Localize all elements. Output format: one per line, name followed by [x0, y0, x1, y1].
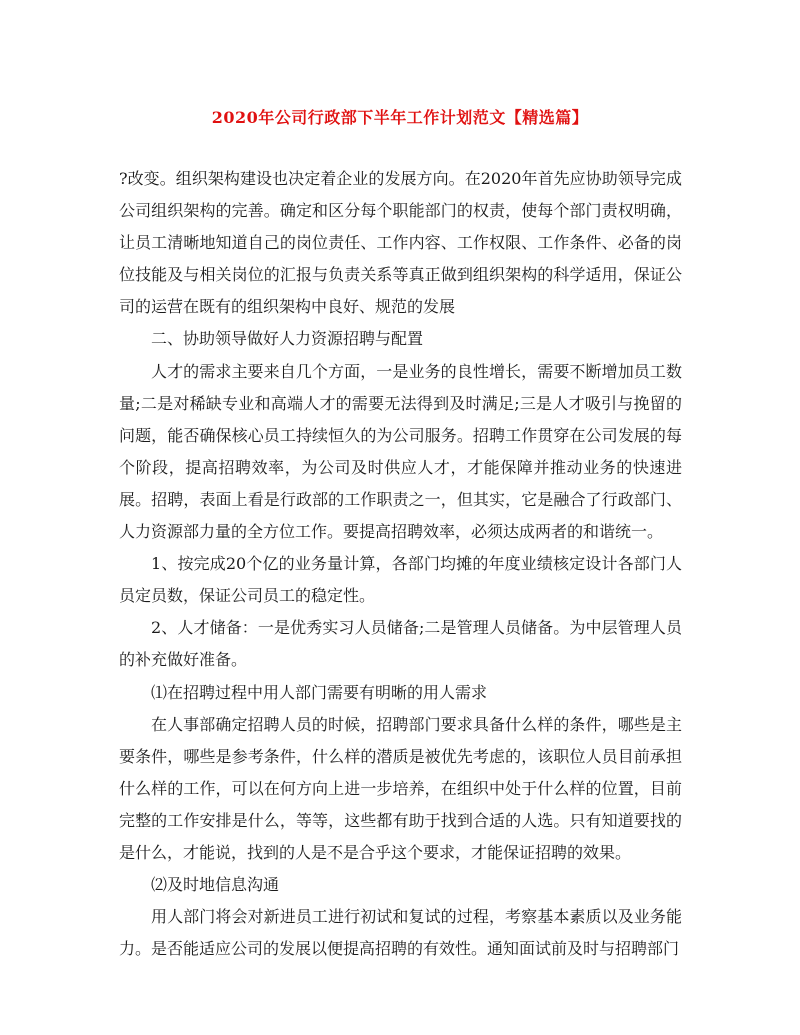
paragraph-requirements-detail: 在人事部确定招聘人员的时候，招聘部门要求具备什么样的条件，哪些是主要条件，哪些是参考条件，什么样的潜质是被优先考虑的，该职位人员目前承担什么样的工作，可以在何方向上进一步培养，在组织中处于什么样的位置，目前完整的工作安排是什么，等等，这些都有助于找到合适的人选。只有知道要找的是什么，才能说，找到的人是不是合乎这个要求，才能保证招聘的效果。 — [119, 714, 682, 862]
paragraph-org-structure: ?改变。组织架构建设也决定着企业的发展方向。在2020年首先应协助领导完成公司组织架构的完善。确定和区分每个职能部门的权责，使每个部门责权明确，让员工清晰地知道自己的岗位责任、工作内容、工作权限、工作条件、必备的岗位技能及与相关岗位的汇报与负责关系等真正做到组织架构的科学适用，保证公司的运营在既有的组织架构中良好、规范的发展 — [119, 169, 682, 317]
document-body — [119, 163, 682, 965]
subheading-timely-communication: ⑵及时地信息沟通 — [151, 875, 280, 895]
paragraph-communication-detail: 用人部门将会对新进员工进行初试和复试的过程，考察基本素质以及业务能力。是否能适应公司的发展以便提高招聘的有效性。通知面试前及时与招聘部门 — [119, 907, 682, 959]
subheading-clear-requirements: ⑴在招聘过程中用人部门需要有明晰的用人需求 — [151, 682, 488, 702]
section-heading-recruitment: 二、协助领导做好人力资源招聘与配置 — [151, 329, 424, 349]
document-title: 2020年公司行政部下半年工作计划范文【精选篇】 — [211, 108, 589, 127]
paragraph-item-2: 2、人才储备：一是优秀实习人员储备;二是管理人员储备。为中层管理人员的补充做好准备。 — [119, 618, 682, 670]
paragraph-talent-demand: 人才的需求主要来自几个方面，一是业务的良性增长，需要不断增加员工数量;二是对稀缺专业和高端人才的需要无法得到及时满足;三是人才吸引与挽留的问题，能否确保核心员工持续恒久的为公司服务。招聘工作贯穿在公司发展的每个阶段，提高招聘效率，为公司及时供应人才，才能保障并推动业务的快速进展。招聘，表面上看是行政部的工作职责之一，但其实，它是融合了行政部门、人力资源部力量的全方位工作。要提高招聘效率，必须达成两者的和谐统一。 — [119, 361, 682, 542]
paragraph-item-1: 1、按完成20个亿的业务量计算，各部门均摊的年度业绩核定设计各部门人员定员数，保证公司员工的稳定性。 — [119, 554, 682, 606]
